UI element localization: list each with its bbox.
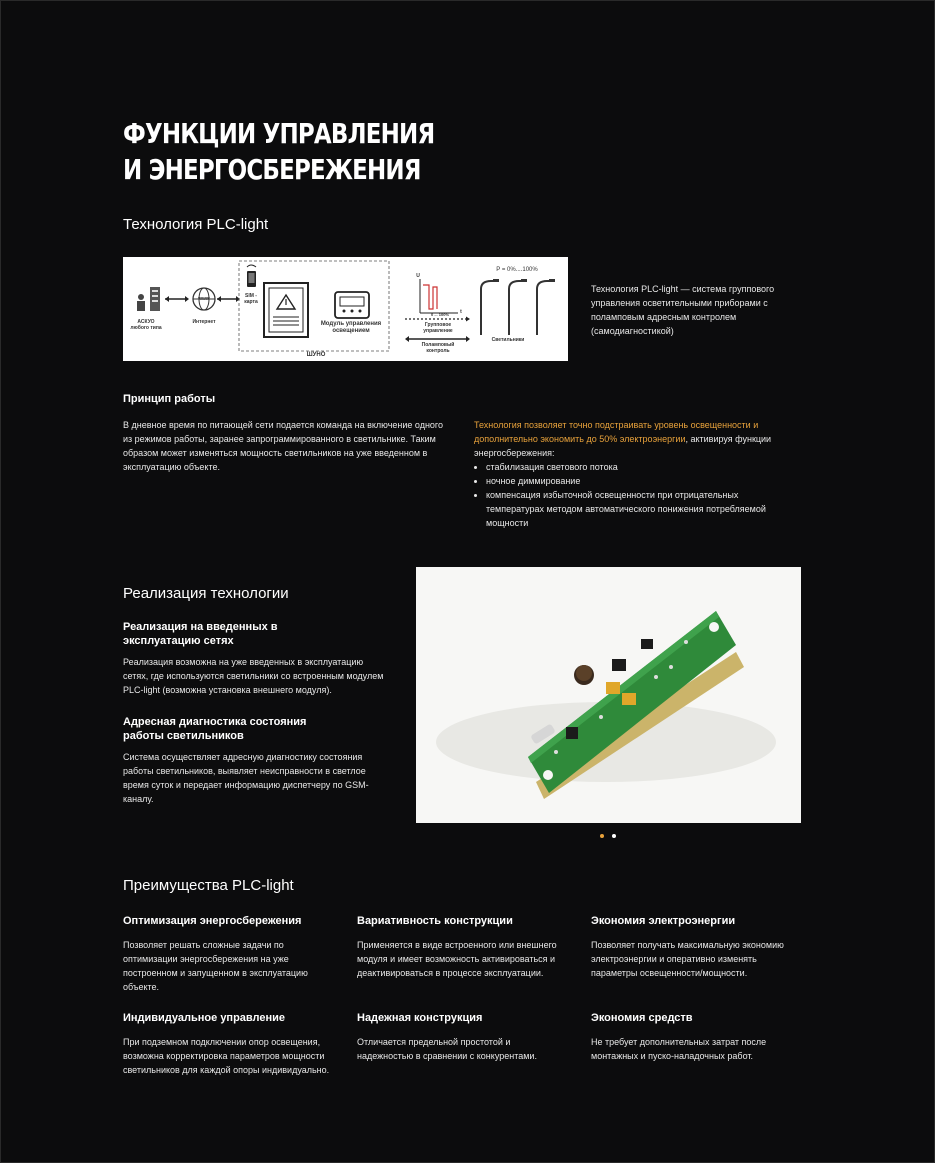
adv-item-4-text: При подземном подключении опор освещения, возможна корректировка параметров мощности светильников для каждой опоры индивидуально.	[123, 1037, 330, 1075]
label-lamp-control: Поламповый контроль	[421, 342, 455, 354]
principle-savings	[474, 418, 784, 530]
impl-item-2-title: Адресная диагностика состояния работы светильников	[123, 716, 307, 742]
label-sim: SIM - карта	[244, 293, 258, 305]
plc-diagram	[123, 257, 568, 361]
list-item: • ночное диммирование	[486, 474, 784, 488]
label-group-control: Групповое управление	[423, 322, 453, 334]
principle-text: В дневное время по питающей сети подается команда на включение одного из режимов работы, заранее запрограммированного в светильнике. Таким образом может изменяться мощность светильников на уже введенном в эксплуатацию объекте.	[123, 420, 444, 472]
adv-item-2-text: Применяется в виде встроенного или внешнего модуля и имеет возможность активироваться и деактивироваться в процессе эксплуатации.	[357, 940, 557, 978]
savings-highlight: Технология позволяет точно подстраивать уровень освещенности и дополнительно экономить до 50% электроэнергии	[474, 420, 759, 444]
list-item: • компенсация избыточной освещенности при отрицательных температурах методом автоматического понижения потребляемой мощности	[486, 488, 784, 530]
control-module-icon	[335, 292, 369, 318]
adv-item-4-title: Индивидуальное управление	[123, 1012, 286, 1024]
savings-list	[474, 460, 784, 530]
plc-heading: Технология PLC-light	[123, 216, 269, 233]
savings-after-highlight: , активируя функции энергосбережения:	[474, 434, 772, 458]
adv-item-2-title: Вариативность конструкции	[357, 915, 513, 927]
carousel-dots	[598, 834, 622, 840]
label-shuno: ШУНО	[306, 352, 326, 358]
carousel-dot-1[interactable]	[600, 834, 604, 838]
label-power-range: P = 0%....100%	[496, 267, 538, 273]
cabinet-icon	[264, 283, 308, 337]
page-title	[123, 116, 434, 188]
label-u: U	[416, 273, 420, 279]
advantages-heading: Преимущества PLC-light	[123, 877, 294, 894]
impl-item-2-text: Система осуществляет адресную диагностику состояния работы светильников, выявляет неисправности в светлое время суток и передает информацию диспетчеру по GSM-каналу.	[123, 752, 369, 804]
adv-item-6-title: Экономия средств	[591, 1012, 693, 1024]
adv-item-5-text: Отличается предельной простотой и надежностью в сравнении с конкурентами.	[357, 1037, 537, 1061]
label-www: www	[198, 296, 210, 302]
page-title-line-1: ФУНКЦИИ УПРАВЛЕНИЯ	[123, 117, 435, 150]
label-askuo: АСКУО любого типа	[130, 319, 162, 331]
adv-item-1-title: Оптимизация энергосбережения	[123, 915, 302, 927]
adv-item-3-text: Позволяет получать максимальную экономию электроэнергии и оперативно изменять параметры освещенности/мощности.	[591, 940, 784, 978]
implementation-heading: Реализация технологии	[123, 585, 289, 602]
page-title-line-2: И ЭНЕРГОСБЕРЕЖЕНИЯ	[123, 153, 421, 186]
pcb-photo[interactable]	[416, 567, 801, 823]
adv-item-5-title: Надежная конструкция	[357, 1012, 483, 1024]
label-t: t	[460, 309, 462, 315]
gsm-phone-icon	[247, 265, 256, 287]
carousel-dot-2[interactable]	[612, 834, 616, 838]
adv-item-3-title: Экономия электроэнергии	[591, 915, 736, 927]
principle-heading: Принцип работы	[123, 393, 216, 405]
signal-graph	[420, 279, 458, 313]
pcb-board-image	[416, 567, 801, 823]
impl-item-1-title: Реализация на введенных в эксплуатацию сетях	[123, 621, 278, 647]
list-item: • стабилизация светового потока	[486, 460, 784, 474]
label-percent-range: 0 ... 100%	[430, 312, 449, 317]
label-internet: Интернет	[192, 319, 216, 325]
plc-description: Технология PLC-light — система группового управления осветительными приборами с поламповым адресным контролем (самодиагностикой)	[591, 284, 775, 336]
adv-item-6-text: Не требует дополнительных затрат после монтажных и пуско-наладочных работ.	[591, 1037, 767, 1061]
impl-item-1-text: Реализация возможна на уже введенных в эксплуатацию сетях, где используются светильники со встроенным модулем PLC-light (возможна установка внешнего модуля).	[123, 657, 384, 695]
street-lamps-icon	[481, 279, 555, 335]
adv-item-1-text: Позволяет решать сложные задачи по оптимизации энергосбережения на уже построенном и запущенном в эксплуатацию объекте.	[123, 940, 308, 992]
label-module: Модуль управления освещением	[320, 321, 382, 334]
label-lamps: Светильники	[491, 337, 525, 343]
server-icon	[137, 287, 160, 311]
